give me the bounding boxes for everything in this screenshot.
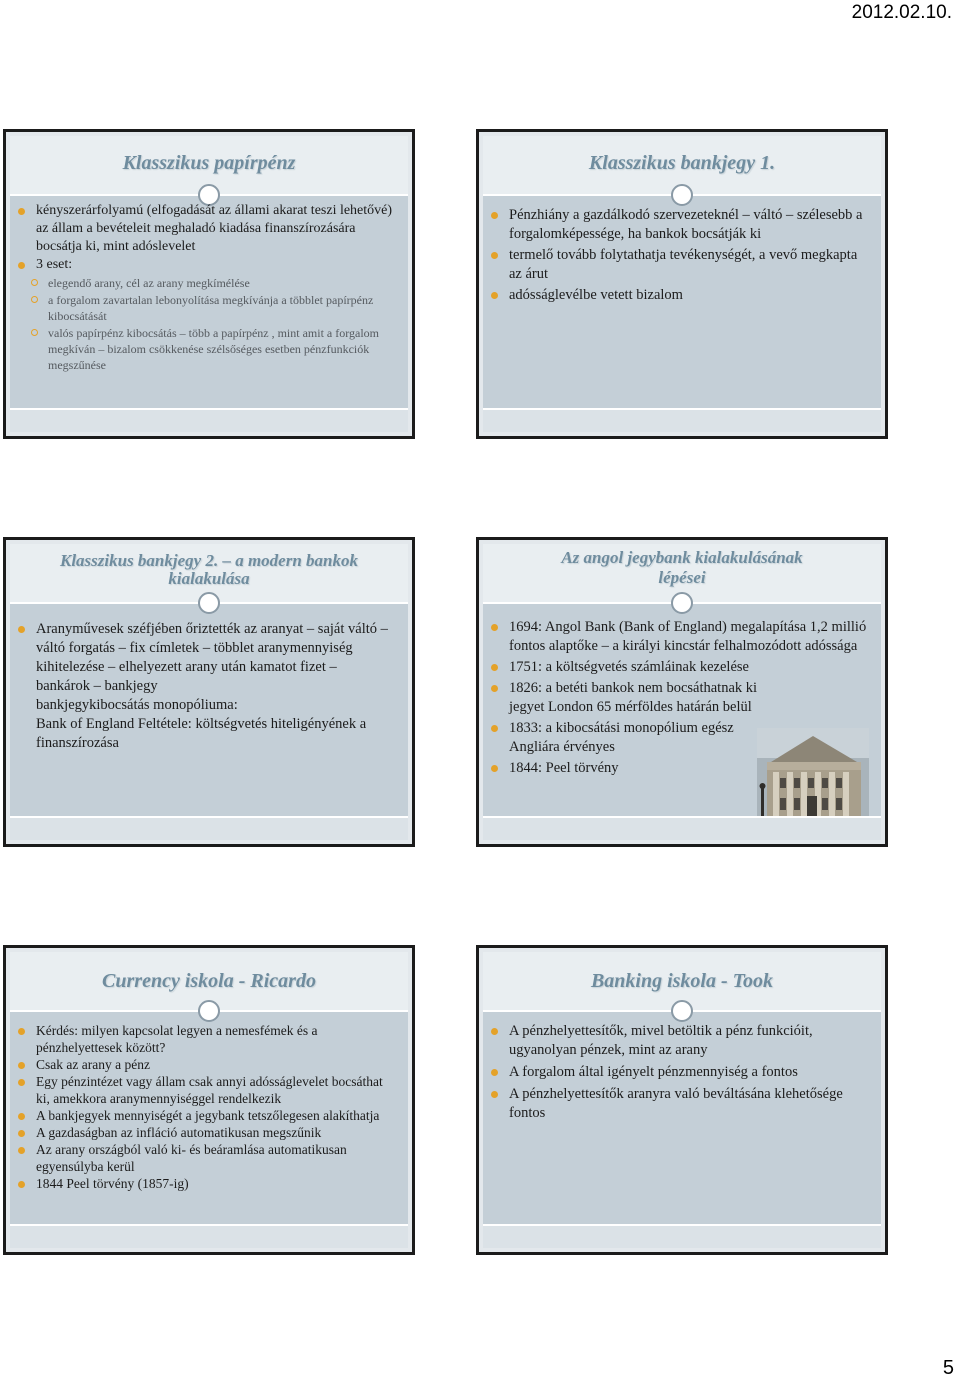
- slide-title-line: Az angol jegybank kialakulásának: [561, 548, 803, 567]
- bullet-list: [32, 202, 394, 373]
- bullet-item: 1826: a betéti bankok nem bocsáthatnak ki jegyet London 65 mérföldes határán belül: [505, 679, 867, 717]
- slide-klasszikus-bankjegy-2: [3, 537, 415, 847]
- text-line: bankjegykibocsátás monopóliuma:: [36, 697, 238, 713]
- slide-footer-bar: [483, 408, 881, 432]
- bullet-item: adósságlevélbe vetett bizalom: [505, 286, 867, 305]
- slide-angol-jegybank: [476, 537, 888, 847]
- bullet-item: termelő tovább folytathatja tevékenységét, a vevő megkapta az árut: [505, 246, 867, 283]
- page-date: 2012.02.10.: [851, 2, 952, 23]
- bullet-list: [505, 1022, 867, 1123]
- slide-title-line: lépései: [658, 568, 706, 587]
- slide-panel: [483, 952, 881, 1248]
- bullet-item: A forgalom által igényelt pénzmennyiség a fontos: [505, 1063, 867, 1082]
- slide-banking-iskola: [476, 945, 888, 1255]
- slide-ring-ornament: [671, 1000, 693, 1022]
- slide-content: [505, 1022, 867, 1126]
- slide-footer-bar: [483, 816, 881, 840]
- slide-footer-bar: [10, 1224, 408, 1248]
- slide-panel: [483, 136, 881, 432]
- slide-klasszikus-papirpenz: [3, 129, 415, 439]
- bullet-list: [32, 620, 394, 753]
- slide-currency-iskola: [3, 945, 415, 1255]
- slide-content: [32, 1022, 394, 1192]
- bullet-item: Egy pénzintézet vagy állam csak annyi adósságlevelet bocsáthat ki, amekkora aranymennyiséggel rendelkezik: [32, 1073, 394, 1107]
- slide-content: [32, 202, 394, 373]
- sub-bullet-item: a forgalom zavartalan lebonyolítása megkívánja a többlet papírpénz kibocsátását: [44, 292, 394, 324]
- bullet-item: A gazdaságban az infláció automatikusan megszűnik: [32, 1124, 394, 1141]
- slide-ring-ornament: [671, 592, 693, 614]
- slide-footer-bar: [483, 1224, 881, 1248]
- bullet-item: kényszerárfolyamú (elfogadását az állami akarat teszi lehetővé) az állam a bevételeit meghaladó kiadása finanszírozására bocsátja ki, mint adóslevelet: [32, 202, 394, 256]
- bullet-item: Aranyművesek széfjében őriztették az aranyat – saját váltó – váltó forgatás – fix címletek – többlet aranymennyiség kihitelezése – elhelyezett arany után kamatot fizet – bankárok – bankjegy: [32, 620, 394, 696]
- bullet-item: A bankjegyek mennyiségét a jegybank tetszőlegesen alakíthatja: [32, 1107, 394, 1124]
- sub-bullet-item: valós papírpénz kibocsátás – több a papírpénz , mint amit a forgalom megkíván – bizalom csökkenése szélsőséges esetben pénzfunkciók megszűnése: [44, 325, 394, 373]
- bullet-item: 3 eset:: [32, 256, 394, 274]
- slide-title: [18, 552, 400, 588]
- bullet-item: A pénzhelyettesítők, mivel betöltik a pénz funkcióit, ugyanolyan pénzek, mint az arany: [505, 1022, 867, 1060]
- slide-ring-ornament: [198, 592, 220, 614]
- slide-content: [32, 620, 394, 753]
- bullet-item: 1694: Angol Bank (Bank of England) megalapítása 1,2 millió fontos alaptőke – a királyi kincstár felhalmozódott adóssága: [505, 618, 867, 656]
- slide-ring-ornament: [671, 184, 693, 206]
- bullet-item: Csak az arany a pénz: [32, 1056, 394, 1073]
- slide-title: Klasszikus bankjegy 1.: [588, 152, 776, 174]
- bullet-list: [505, 206, 867, 305]
- bullet-item: Az arany országból való ki- és beáramlása automatikusan egyensúlyba kerül: [32, 1141, 394, 1175]
- slide-panel: [483, 544, 881, 840]
- bullet-item: A pénzhelyettesítők aranyra való beváltásána klehetősége fontos: [505, 1085, 867, 1123]
- slide-title: [491, 548, 873, 588]
- slide-footer-bar: [10, 408, 408, 432]
- sub-bullet-item: elegendő arany, cél az arany megkímélése: [44, 275, 394, 291]
- page-number: 5: [942, 1357, 954, 1379]
- bullet-item: 1844 Peel törvény (1857-ig): [32, 1175, 394, 1192]
- bullet-list: [32, 1022, 394, 1192]
- slide-panel: [10, 544, 408, 840]
- slide-title: Banking iskola - Took: [590, 970, 774, 992]
- bullet-item: 1844: Peel törvény: [505, 759, 867, 778]
- slide-title-line: kialakulása: [168, 569, 250, 588]
- slide-title: Currency iskola - Ricardo: [102, 970, 316, 992]
- bullet-item: Pénzhiány a gazdálkodó szervezeteknél – váltó – szélesebb a forgalomképessége, ha bankok bocsátják ki: [505, 206, 867, 243]
- bullet-item: 1751: a költségvetés számláinak kezelése: [505, 658, 867, 677]
- bullet-item: 1833: a kibocsátási monopólium egész Angliára érvényes: [505, 719, 867, 757]
- slide-panel: [10, 136, 408, 432]
- bullet-item: Kérdés: milyen kapcsolat legyen a nemesfémek és a pénzhelyettesek között?: [32, 1022, 394, 1056]
- slide-content: [505, 206, 867, 308]
- slide-title: Klasszikus papírpénz: [122, 152, 296, 174]
- slide-ring-ornament: [198, 1000, 220, 1022]
- slide-footer-bar: [10, 816, 408, 840]
- text-line: Bank of England Feltétele: költségvetés hiteligényének a finanszírozása: [36, 716, 367, 751]
- slide-title-line: Klasszikus bankjegy 2. – a modern bankok: [59, 551, 358, 570]
- slide-klasszikus-bankjegy-1: [476, 129, 888, 439]
- slide-panel: [10, 952, 408, 1248]
